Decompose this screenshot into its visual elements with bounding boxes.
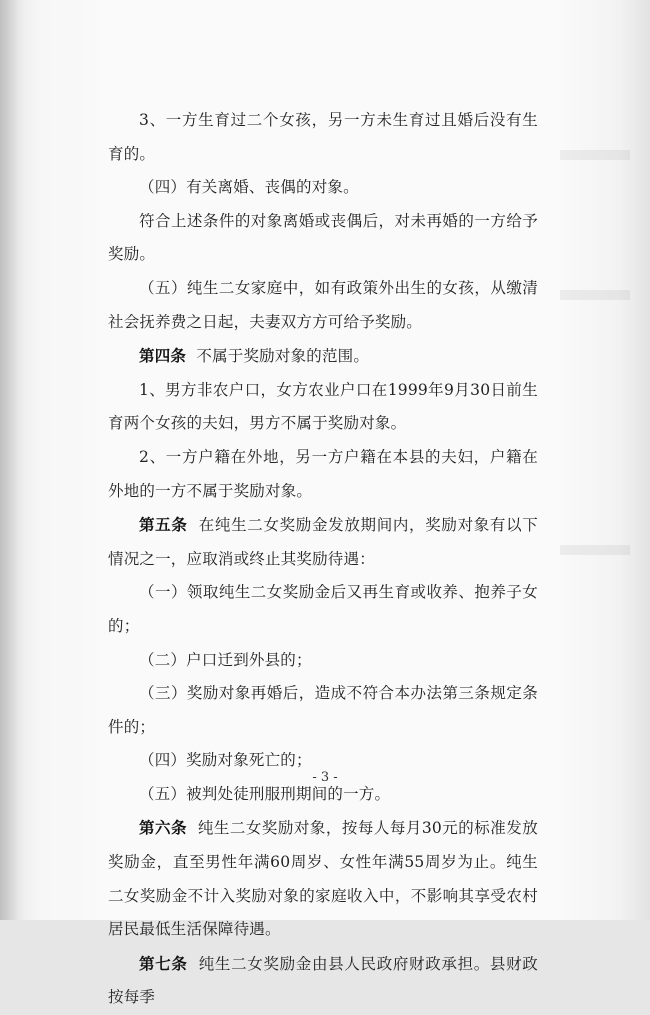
paragraph-text: （三）奖励对象再婚后，造成不符合本办法第三条规定条件的； xyxy=(108,684,538,736)
paragraph-text: 在纯生二女奖励金发放期间内，奖励对象有以下情况之一，应取消或终止其奖励待遇： xyxy=(108,516,538,568)
article-heading: 第七条 xyxy=(139,953,188,973)
paragraph-text: 不属于奖励对象的范围。 xyxy=(196,347,370,366)
article-heading: 第四条 xyxy=(139,346,187,366)
paragraph-text: （四）有关离婚、丧偶的对象。 xyxy=(139,178,359,197)
paragraph xyxy=(108,677,538,744)
paragraph-text: 2、一方户籍在外地，另一方户籍在本县的夫妇，户籍在外地的一方不属于奖励对象。 xyxy=(108,447,538,500)
paragraph xyxy=(108,644,538,678)
paragraph xyxy=(108,272,538,339)
paragraph-text: （一）领取纯生二女奖励金后又再生育或收养、抱养子女的； xyxy=(108,583,538,635)
article-paragraph xyxy=(108,339,538,374)
paragraph-text: 符合上述条件的对象离婚或丧偶后，对未再婚的一方给予奖励。 xyxy=(108,211,538,264)
paragraph xyxy=(108,576,538,643)
page-number: - 3 - xyxy=(312,770,338,785)
document-body xyxy=(108,104,538,1015)
paragraph-text: （五）纯生二女家庭中，如有政策外出生的女孩，从缴清社会抚养费之日起，夫妻双方方可给予奖励。 xyxy=(108,278,538,331)
bleed-through-mark xyxy=(560,290,630,300)
paragraph xyxy=(108,374,538,441)
article-heading: 第六条 xyxy=(139,818,188,838)
paragraph-text: （四）奖励对象死亡的； xyxy=(139,751,312,770)
paragraph-text: 纯生二女奖励金由县人民政府财政承担。县财政按每季 xyxy=(108,954,538,1007)
paragraph-text: （二）户口迁到外县的； xyxy=(139,650,312,669)
article-heading: 第五条 xyxy=(139,515,188,535)
paragraph-text: 纯生二女奖励对象，按每人每月30元的标准发放奖励金，直至男性年满60周岁、女性年满55周岁为止。纯生二女奖励金不计入奖励对象的家庭收入中，不影响其享受农村居民最低生活保障待遇。 xyxy=(108,819,538,939)
article-paragraph xyxy=(108,947,538,1015)
paragraph-text: 1、男方非农户口，女方农业户口在1999年9月30日前生育两个女孩的夫妇，男方不属于奖励对象。 xyxy=(108,380,538,433)
paragraph-text: （五）被判处徒刑服刑期间的一方。 xyxy=(139,784,391,803)
paragraph xyxy=(108,104,538,171)
paragraph xyxy=(108,205,538,272)
article-paragraph xyxy=(108,508,538,576)
paragraph-text: 3、一方生育过二个女孩，另一方未生育过且婚后没有生育的。 xyxy=(108,111,538,163)
paragraph xyxy=(108,441,538,508)
article-paragraph xyxy=(108,811,538,946)
bleed-through-mark xyxy=(560,150,630,160)
paragraph xyxy=(108,171,538,205)
bleed-through-mark xyxy=(560,545,630,555)
